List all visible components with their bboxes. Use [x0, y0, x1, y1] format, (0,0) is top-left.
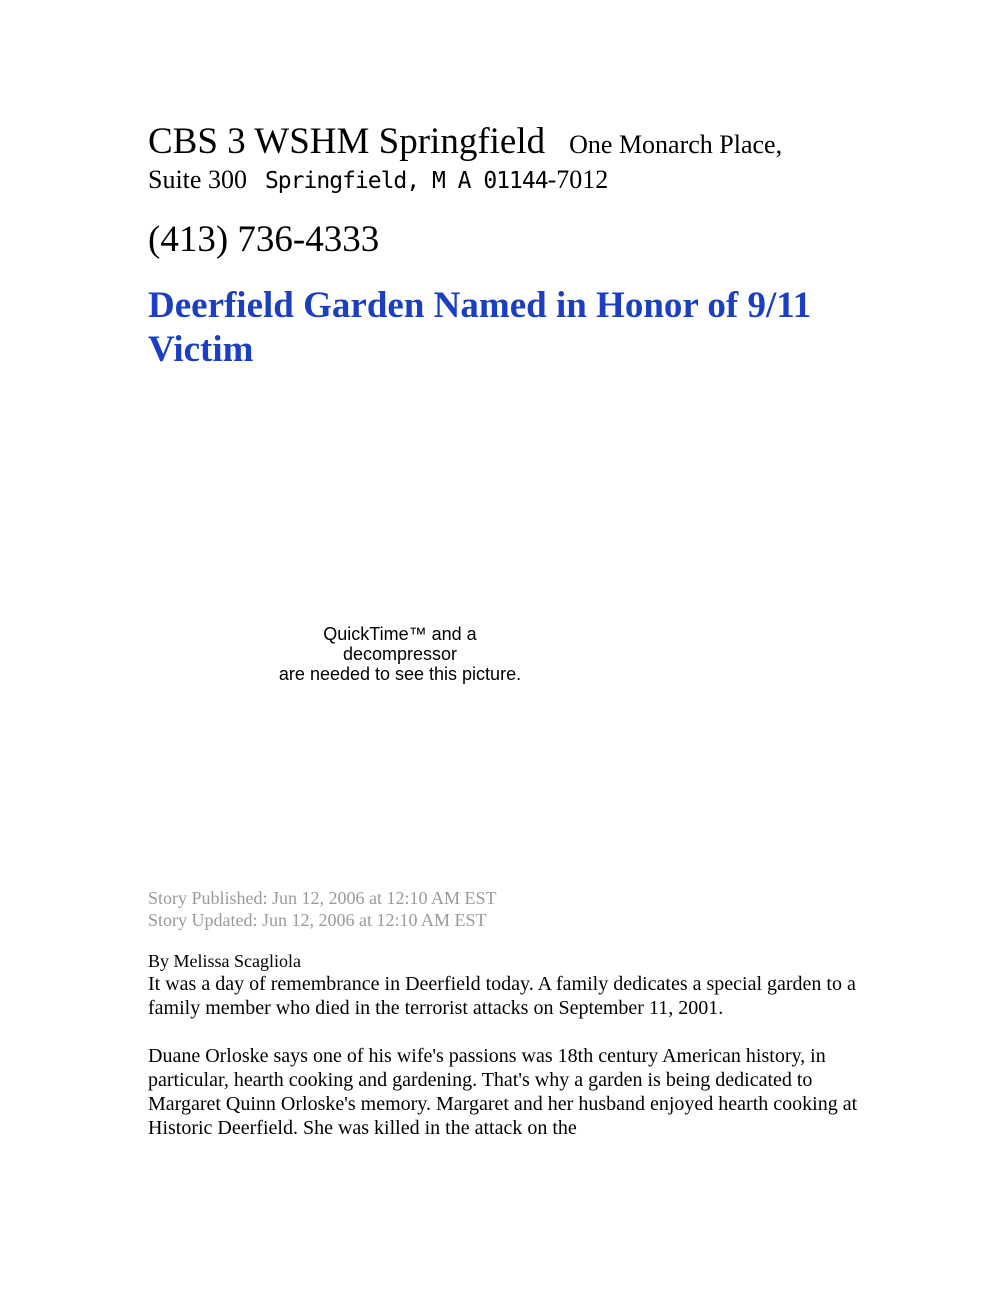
- article-headline: Deerfield Garden Named in Honor of 9/11 Victim: [148, 285, 812, 371]
- video-placeholder: [250, 624, 550, 684]
- address-line2: [148, 164, 868, 196]
- station-name: CBS 3 WSHM Springfield: [148, 121, 546, 162]
- article-paragraph: Duane Orloske says one of his wife's passions was 18th century American history, in particular, hearth cooking and gardening. That's why a garden is being dedicated to Margaret Quinn Orloske's memory. Margaret and her husband enjoyed hearth cooking at Historic Deerfield. She was killed in the attack on the: [148, 1045, 858, 1139]
- published-date: Story Published: Jun 12, 2006 at 12:10 AM EST: [148, 888, 497, 908]
- placeholder-line1: QuickTime™ and a: [323, 624, 477, 644]
- article-paragraph: It was a day of remembrance in Deerfield today. A family dedicates a special garden to a family member who died in the terrorist attacks on September 11, 2001.: [148, 973, 856, 1019]
- station-name-line: [148, 120, 868, 164]
- address-suite: Suite 300: [148, 165, 247, 195]
- address-zip4: -7012: [547, 165, 609, 195]
- placeholder-line3: are needed to see this picture.: [278, 664, 522, 684]
- placeholder-line2: decompressor: [342, 644, 458, 664]
- byline: By Melissa Scagliola: [148, 951, 301, 971]
- address-line1: One Monarch Place,: [569, 130, 783, 159]
- story-dates: [148, 887, 497, 931]
- updated-date: Story Updated: Jun 12, 2006 at 12:10 AM EST: [148, 910, 487, 930]
- article-body: [148, 972, 868, 1164]
- station-phone: (413) 736-4333: [148, 219, 380, 260]
- address-city: Springfield, M A 01144: [264, 168, 548, 195]
- station-header: [148, 120, 868, 196]
